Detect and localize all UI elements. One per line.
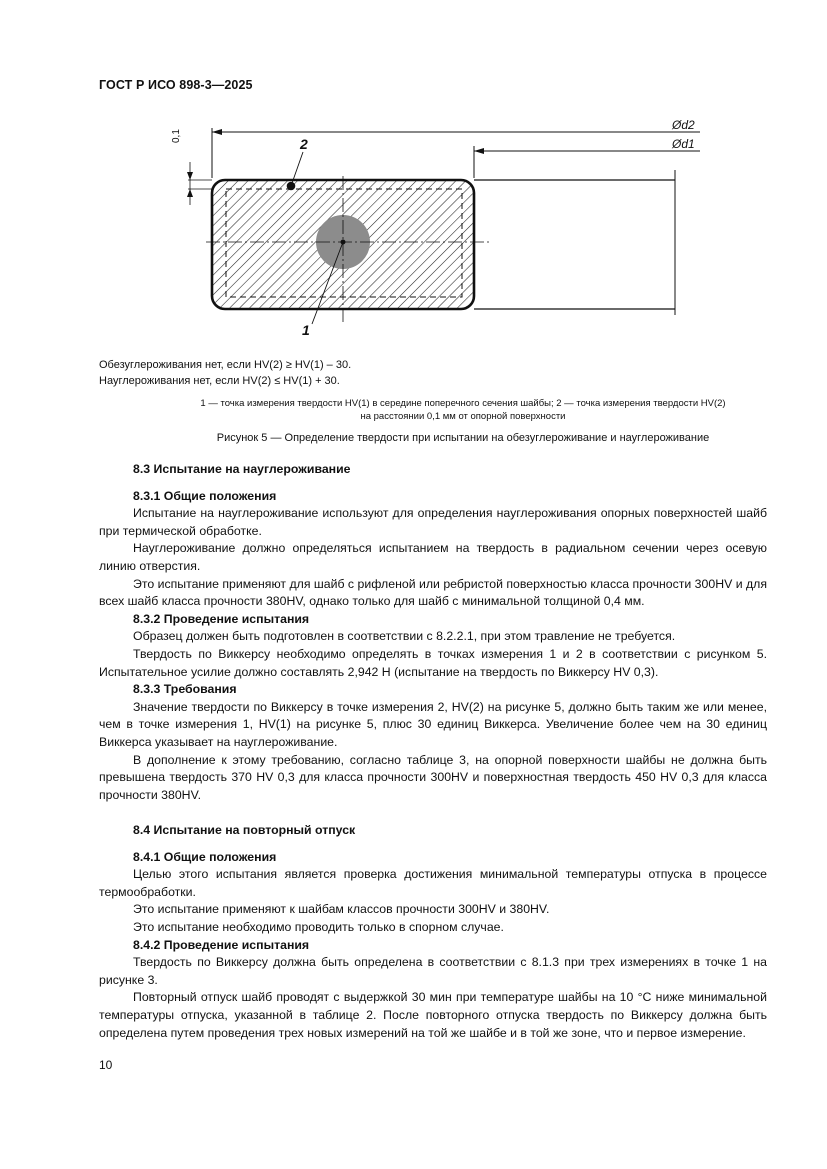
condition-carburization: Науглероживания нет, если HV(2) ≤ HV(1) + 30. <box>99 375 340 387</box>
paragraph: Твердость по Виккерсу необходимо определять в точках измерения 1 и 2 в соответствии с рисунком 5. Испытательное усилие должно составлять 2,942 Н (испытание на твердость по Виккерсу HV 0,3). <box>99 646 767 679</box>
paragraph: Это испытание необходимо проводить только в спорном случае. <box>133 919 504 934</box>
marker-2: 2 <box>300 136 308 152</box>
paragraph: Целью этого испытания является проверка достижения минимальной температуры отпуска в процессе термообработки. <box>99 867 767 899</box>
dim-offset-label: 0,1 <box>171 129 182 143</box>
paragraph: Твердость по Виккерсу должна быть определена в соответствии с 8.1.3 при трех измерениях в точке 1 на рисунке 3. <box>99 955 767 987</box>
marker-1: 1 <box>302 322 310 338</box>
condition-decarburization: Обезуглероживания нет, если HV(2) ≥ HV(1) – 30. <box>99 359 352 371</box>
section-8-3 <box>99 461 767 804</box>
legend-line-1: 1 — точка измерения твердости HV(1) в середине поперечного сечения шайбы; 2 — точка измерения твердости HV(2) <box>200 398 726 409</box>
section-heading: 8.3 Испытание на науглероживание <box>133 462 351 476</box>
dim-d2-label: Ød2 <box>672 118 695 132</box>
paragraph: Это испытание применяют к шайбам классов прочности 300HV и 380HV. <box>133 902 550 917</box>
subsection-heading: 8.3.3 Требования <box>133 682 237 697</box>
paragraph: Науглероживание должно определяться испытанием на твердость в радиальном сечении через осевую линию отверстия. <box>99 541 767 573</box>
dim-d1-label: Ød1 <box>672 137 695 151</box>
figure-legend <box>99 397 827 423</box>
section-heading: 8.4 Испытание на повторный отпуск <box>133 823 356 837</box>
section-8-4 <box>99 822 767 1042</box>
subsection-heading: 8.4.1 Общие положения <box>133 849 277 864</box>
document-header: ГОСТ Р ИСО 898-3—2025 <box>99 78 253 92</box>
page-number: 10 <box>99 1058 113 1072</box>
paragraph: Испытание на науглероживание используют для определения науглероживания опорных поверхностей шайб при термической обработке. <box>99 506 767 538</box>
subsection-heading: 8.4.2 Проведение испытания <box>133 937 310 952</box>
legend-line-2: на расстоянии 0,1 мм от опорной поверхности <box>360 411 566 422</box>
paragraph: Образец должен быть подготовлен в соответствии с 8.2.2.1, при этом травление не требуется. <box>133 629 676 644</box>
paragraph: Повторный отпуск шайб проводят с выдержкой 30 мин при температуре шайбы на 10 °С ниже минимальной температуры отпуска, указанной в таблице 2. После повторного отпуска твердость по Виккерсу должна быть определена путем проведения трех новых измерений на той же шайбе и в той же зоне, что и первое измерение. <box>99 990 767 1040</box>
figure-5-drawing <box>160 110 700 345</box>
paragraph: Это испытание применяют для шайб с рифленой или ребристой поверхностью класса прочности 300HV и для всех шайб класса прочности 380HV, однако только для шайб с минимальной толщиной 0,4 мм. <box>99 576 767 609</box>
subsection-heading: 8.3.2 Проведение испытания <box>133 611 310 626</box>
figure-caption: Рисунок 5 — Определение твердости при испытании на обезуглероживание и науглероживание <box>216 432 710 444</box>
paragraph: В дополнение к этому требованию, согласно таблице 3, на опорной поверхности шайбы не должна быть превышена твердость 370 HV 0,3 для класса прочности 300HV и поверхностная твердость 450 HV 0,3 для класса прочности 380HV. <box>99 752 767 802</box>
subsection-heading: 8.3.1 Общие положения <box>133 488 277 503</box>
paragraph: Значение твердости по Виккерсу в точке измерения 2, HV(2) на рисунке 5, должно быть таким же или менее, чем в точке измерения 1, HV(1) на рисунке 5, плюс 30 единиц Виккерса. Увеличение более чем на 30 единиц Виккерса указывает на науглероживание. <box>99 699 767 749</box>
